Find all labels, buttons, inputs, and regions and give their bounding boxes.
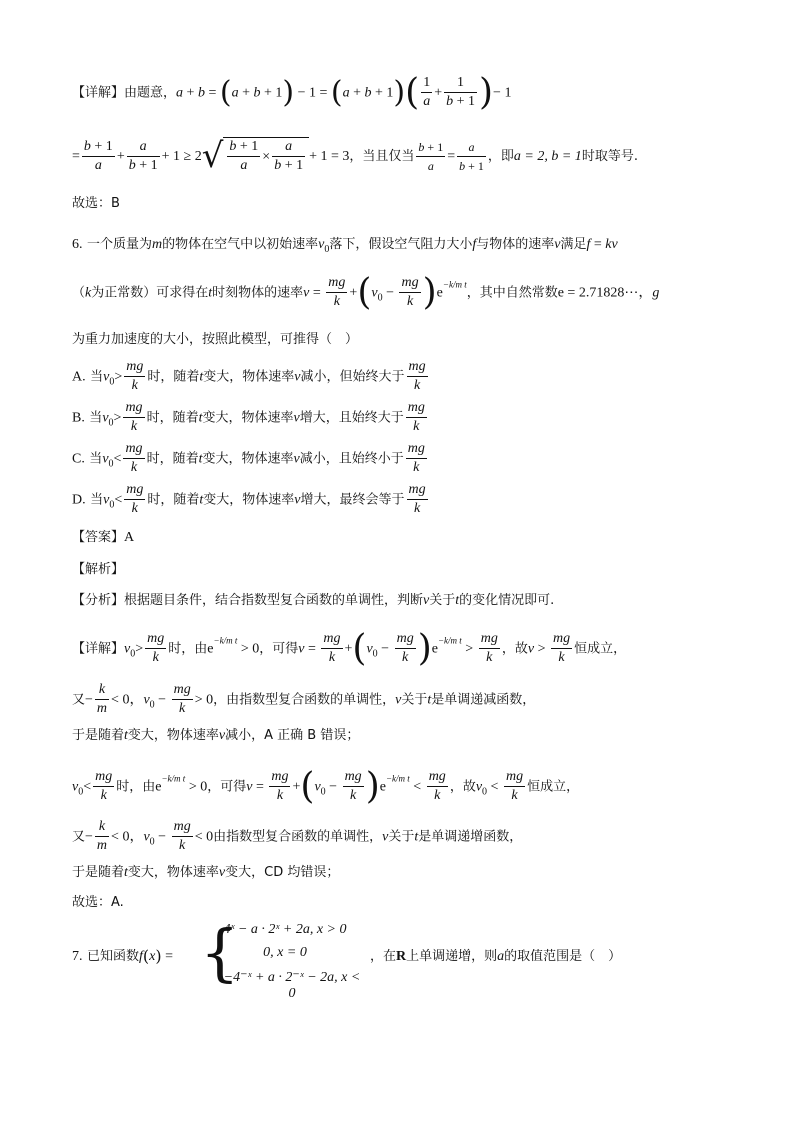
q5-formula-1: a	[176, 85, 184, 101]
q6-analysis-tag: 【解析】	[72, 562, 125, 577]
q5-detail-line-1: 【详解】由题意，a + b = (a + b + 1) − 1 = (a + b + 1)( $\frac{1}{a}$ + $\frac{1}{b + 1}$ )− 1	[72, 72, 512, 113]
q6-stem-line-2: （k为正常数）可求得在t时刻物体的速率v = $\frac{mg}{k}$ $+(v_0$ − $\frac{mg}{k}$ )$e^{-k/m t}$，其中自然常数e = 2.71828⋯，g	[72, 272, 660, 313]
fraction: $\frac{1}{a}$	[423, 75, 431, 109]
q6-detail-line-3: 于是随着t变大，物体速率v减小，A 正确 B 错误；	[72, 728, 360, 743]
question-number: 6.	[72, 237, 83, 252]
q6-answer: 【答案】A	[72, 530, 135, 545]
q6-detail-line-6: 于是随着t变大，物体速率v变大，CD 均错误；	[72, 865, 340, 880]
piecewise-case-1: 4ˣ − a · 2ˣ + 2a, x > 0	[223, 922, 347, 937]
square-root: √ $\frac{b + 1}{a}$ × $\frac{a}{b + 1}$	[202, 136, 309, 176]
q7-stem: 7. 已知函数f(x) = { 4ˣ − a · 2ˣ + 2a, x > 0 0, x = 0 −4⁻ˣ + a · 2⁻ˣ − 2a, x < 0 ，在R上单调递增，则a的取值范围是（ ）	[72, 916, 622, 1001]
q6-detail-line-4: $v_0<$ $\frac{mg}{k}$ 时，由$e^{-k/m t} > 0$，可得v = $\frac{mg}{k}$ $+(v_0$ − $\frac{mg}{k}$ )$e^{-k/m t}$ < $\frac{mg}{k}$ ，故$v_0$ < $\frac{mg}{k}$ 恒成立，	[72, 766, 580, 807]
q5-detail-line-2: = $\frac{b + 1}{a}$ + $\frac{a}{b + 1}$ + 1 ≥ 2√ $\frac{b + 1}{a}$ × $\frac{a}{b + 1}$ + 1 = 3，当且仅当 $\frac{b + 1}{a}$ = $\frac{a}{b + 1}$ ，即a = 2, b = 1时取等号.	[72, 136, 638, 176]
q5-answer: 故选：B	[72, 196, 120, 211]
fraction: $\frac{1}{b + 1}$	[446, 75, 475, 109]
q5-lead-text: 由题意，	[124, 85, 177, 101]
equality-values: a = 2, b = 1	[513, 149, 582, 164]
detail-tag: 【详解】	[72, 85, 125, 101]
q6-option-c: C. 当$v_0<$ $\frac{mg}{k}$ 时，随着t变大，物体速率v减小，且始终小于 $\frac{mg}{k}$	[72, 441, 425, 475]
e-constant: e = 2.71828⋯	[557, 285, 639, 301]
q6-option-d: D. 当$v_0<$ $\frac{mg}{k}$ 时，随着t变大，物体速率v增大，最终会等于 $\frac{mg}{k}$	[72, 482, 426, 516]
piecewise-case-3: −4⁻ˣ + a · 2⁻ˣ − 2a, x < 0	[223, 970, 361, 1001]
q6-fenxi: 【分析】根据题目条件，结合指数型复合函数的单调性，判断v关于t的变化情况即可.	[72, 593, 555, 608]
q6-detail-line-1: 【详解】$v_0>$ $\frac{mg}{k}$ 时，由$e^{-k/m t} > 0$，可得v = $\frac{mg}{k}$ $+(v_0$ − $\frac{mg}{k}$ )$e^{-k/m t}$ > $\frac{mg}{k}$ ，故v > $\frac{mg}{k}$ 恒成立，	[72, 628, 627, 669]
q6-option-b: B. 当$v_0>$ $\frac{mg}{k}$ 时，随着t变大，物体速率v增大，且始终大于 $\frac{mg}{k}$	[72, 400, 425, 434]
q6-stem-line-3: 为重力加速度的大小，按照此模型，可推得（ ）	[72, 332, 359, 347]
q6-option-a: A. 当$v_0>$ $\frac{mg}{k}$ 时，随着t变大，物体速率v减小，但始终大于 $\frac{mg}{k}$	[72, 359, 426, 393]
q6-detail-line-5: 又− $\frac{k}{m}$ < 0，$v_0$ − $\frac{mg}{k}$ < 0由指数型复合函数的单调性，v关于t是单调递增函数，	[72, 819, 523, 853]
q6-final-answer: 故选：A.	[72, 895, 124, 910]
piecewise-brace: {	[200, 916, 240, 989]
piecewise-case-2: 0, x = 0	[263, 945, 307, 960]
q6-detail-line-2: 又− $\frac{k}{m}$ < 0，$v_0$ − $\frac{mg}{k}$ > 0，由指数型复合函数的单调性，v关于t是单调递减函数，	[72, 682, 536, 716]
q6-stem-line-1: 6. 一个质量为m的物体在空气中以初始速率$v_0$落下，假设空气阻力大小f与物体的速率v满足f = kv	[72, 237, 618, 255]
